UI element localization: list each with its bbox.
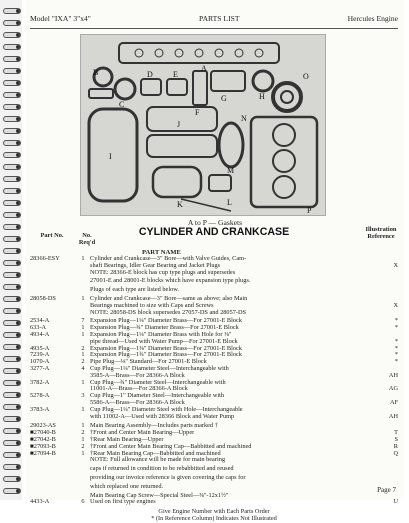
binding-hole (16, 129, 20, 133)
label-p: P (307, 206, 312, 215)
label-h: H (259, 92, 265, 101)
part-number (30, 263, 76, 270)
table-row (30, 296, 398, 303)
engine-label: Hercules Engine (347, 14, 398, 23)
binding-hole (16, 33, 20, 37)
illustration-ref: R (393, 442, 398, 450)
part-number: 28058-DS (30, 294, 56, 302)
illustration-ref: * (394, 358, 398, 366)
illustration-ref: S (394, 435, 398, 443)
part-number (30, 414, 76, 421)
label-j: J (177, 120, 181, 129)
col-part-no: Part No. (40, 232, 64, 239)
part-description: Pipe Plug—⅛" Standard—For 27001-E Block (90, 358, 207, 366)
binding-hole (16, 189, 20, 193)
binding-hole (16, 405, 20, 409)
quantity: 3 (81, 392, 85, 400)
part-number (30, 303, 76, 310)
part-description: 3585-A—Brass—For 28366-A Block (90, 371, 185, 379)
label-a: A (201, 64, 207, 73)
note-line: 27001-E and 28001-E blocks which have expansion type plugs. (90, 277, 251, 285)
illustration-ref: * (394, 344, 398, 352)
label-f: F (195, 108, 200, 117)
quantity: 1 (81, 422, 85, 430)
table-row (30, 493, 398, 500)
part-description: Bearings machined to size with Caps and Screws (90, 301, 214, 309)
part-number: 633-A (30, 324, 47, 332)
part-description: Cylinder and Crankcase—3" Bore—same as above; also Main (90, 294, 248, 302)
illustration-ref: AH (388, 371, 398, 379)
section-title: CYLINDER AND CRANKCASE (138, 226, 290, 238)
parts-table (30, 256, 398, 523)
quantity: 1 (81, 405, 85, 413)
binding-hole (16, 345, 20, 349)
quantity: 2 (81, 344, 85, 352)
binding-hole (16, 213, 20, 217)
part-number: ■27094-B (30, 449, 56, 457)
quantity: 1 (81, 449, 85, 457)
binding-hole (16, 201, 20, 205)
note-line: caps if returned in condition to be rebabbitted and reused (90, 465, 234, 473)
part-number: 3277-A (30, 364, 50, 372)
part-description: Used on first type engines (90, 498, 156, 506)
binding-hole (16, 441, 20, 445)
binding-hole (16, 21, 20, 25)
illustration-ref: T (394, 429, 398, 437)
quantity (76, 303, 90, 310)
quantity: 4 (81, 364, 85, 372)
binding-hole (16, 465, 20, 469)
part-description: Main Bearing Assembly—Includes parts marked † (90, 422, 218, 430)
quantity: 1 (81, 351, 85, 359)
label-c: C (119, 100, 125, 109)
table-row (30, 380, 398, 387)
part-number: 7239-A (30, 351, 50, 359)
parts-list-title: PARTS LIST (199, 14, 240, 23)
part-description: shaft Bearings, Idler Gear Bearing and Jacket Plugs (90, 261, 221, 269)
note-line: NOTE: 28058-DS block supersedes 27057-DS and 28057-DS (90, 308, 247, 316)
page-header (30, 14, 398, 29)
binding-hole (16, 57, 20, 61)
illustration-ref: Q (393, 449, 398, 457)
quantity: 7 (81, 317, 85, 325)
label-d: D (147, 70, 153, 79)
part-description: †Front and Center Main Bearing Cap—Babbitted and machined (90, 442, 252, 450)
note-line: NOTE: 28366-E block has cup type plugs and supersedes (90, 268, 236, 276)
part-description: Expansion Plug—1¼" Diameter Brass with Hole for ⅜" (90, 330, 232, 338)
part-number: 4433-A (30, 498, 50, 506)
part-description: with 11002-A—Used with 28366 Block and Water Pump (90, 412, 235, 420)
manual-page (26, 0, 404, 522)
binding-hole (16, 249, 20, 253)
binding-hole (16, 237, 20, 241)
binding-hole (16, 357, 20, 361)
part-number: ■27040-B (30, 429, 56, 437)
binding-hole (16, 117, 20, 121)
part-description: Expansion Plug—1¾" Diameter Brass—For 27001-E Block (90, 351, 242, 359)
part-number: 3783-A (30, 405, 50, 413)
illustration-ref: AG (388, 385, 398, 393)
col-illustration-ref: Illustration Reference (365, 226, 397, 240)
part-number: 5278-A (30, 392, 50, 400)
part-description: 5586-A—Brass—For 28366-A Block (90, 398, 185, 406)
table-row (30, 414, 398, 421)
quantity: 2 (81, 429, 85, 437)
footer-note: * (In Reference Column) Indicates Not Illustrated (151, 514, 277, 522)
binding-hole (16, 477, 20, 481)
part-number: 4935-A (30, 344, 50, 352)
part-description: Cup Plug—1" Diameter Steel—Interchangeable with (90, 392, 225, 400)
quantity: 1 (81, 435, 85, 443)
label-g: G (221, 94, 227, 103)
figure-caption: A to P — Gaskets (187, 218, 243, 227)
illustration-ref: * (394, 351, 398, 359)
part-description: †Front and Center Main Bearing—Upper (90, 429, 195, 437)
table-row (30, 430, 398, 437)
part-description: Cylinder and Crankcase—3" Bore—with Valve Guides, Cam- (90, 255, 247, 262)
part-description: Cup Plug—1¼" Diameter Steel with Hole—Interchangeable (90, 405, 243, 413)
illustration-ref: X (393, 261, 398, 269)
col-part-name: PART NAME (142, 249, 181, 256)
model-label: Model "IXA" 3"x4" (30, 14, 91, 23)
table-row (30, 499, 398, 506)
table-row (30, 423, 398, 430)
label-n: N (241, 114, 247, 123)
binding-hole (16, 285, 20, 289)
part-description: pipe thread—Used with Water Pump—For 27001-E Block (90, 337, 238, 345)
spiral-binding (0, 0, 22, 500)
binding-hole (16, 417, 20, 421)
part-number: 28366-ESY (30, 255, 60, 262)
part-number: 29023-AS (30, 422, 56, 430)
binding-hole (16, 165, 20, 169)
label-l: L (227, 198, 232, 207)
illustration-ref: * (394, 317, 398, 325)
quantity (76, 263, 90, 270)
binding-hole (16, 141, 20, 145)
part-number: 3782-A (30, 378, 50, 386)
binding-hole (16, 489, 20, 493)
part-description: 11001-A—Brass—For 28366-A Block (90, 385, 188, 393)
note-line: NOTE: Full allowance will be made for main bearing (90, 456, 225, 464)
binding-hole (16, 153, 20, 157)
quantity (76, 414, 90, 421)
quantity: 1 (81, 324, 85, 332)
binding-hole (16, 225, 20, 229)
note-line: providing our invoice reference is given covering the caps for (90, 473, 246, 481)
binding-hole (16, 45, 20, 49)
binding-hole (16, 273, 20, 277)
gasket-illustration (80, 34, 326, 216)
illustration-ref: AF (389, 398, 398, 406)
table-header (30, 226, 398, 256)
quantity: 6 (81, 498, 85, 506)
gasket-drawing (81, 35, 325, 215)
note-line: Plugs of each type are listed below. (90, 286, 179, 294)
part-description: †Rear Main Bearing—Upper (90, 435, 164, 443)
part-description: Expansion Plug—1⅜" Diameter Brass—For 27001-E Block (90, 344, 242, 352)
binding-hole (16, 333, 20, 337)
quantity: 1 (81, 378, 85, 386)
part-number: 1070-A (30, 358, 50, 366)
part-number: ■27042-B (30, 435, 56, 443)
binding-hole (16, 321, 20, 325)
illustration-ref: U (393, 498, 398, 506)
quantity: 1 (81, 255, 85, 262)
label-m: M (227, 166, 235, 175)
binding-hole (16, 81, 20, 85)
quantity: 1 (81, 294, 85, 302)
col-no-reqd: No. Req'd (78, 232, 96, 246)
page-number: Page 7 (377, 486, 396, 494)
quantity: 2 (81, 442, 85, 450)
part-description: Main Bearing Cap Screw—Special Steel—⅜"-12x1½" (90, 491, 229, 499)
binding-hole (16, 429, 20, 433)
table-row (30, 393, 398, 400)
binding-hole (16, 261, 20, 265)
label-e: E (173, 70, 178, 79)
binding-hole (16, 69, 20, 73)
illustration-ref: AH (388, 412, 398, 420)
label-b: B (93, 68, 99, 77)
label-i: I (109, 152, 112, 161)
part-number: 2534-A (30, 317, 50, 325)
label-o: O (303, 72, 309, 81)
table-row (30, 352, 398, 359)
binding-hole (16, 453, 20, 457)
binding-hole (16, 309, 20, 313)
part-description: Expansion Plug—1¼" Diameter Brass—For 27001-E Block (90, 317, 242, 325)
part-number: 4934-A (30, 330, 50, 338)
quantity: 2 (81, 358, 85, 366)
binding-hole (16, 177, 20, 181)
part-description: †Rear Main Bearing Cap—Babbitted and machined (90, 449, 221, 457)
quantity: 1 (81, 330, 85, 338)
binding-hole (16, 381, 20, 385)
binding-hole (16, 105, 20, 109)
table-row (30, 366, 398, 373)
illustration-ref: * (394, 337, 398, 345)
part-description: Cup Plug—1¼" Diameter Steel—Interchangeable with (90, 364, 229, 372)
footer-note: Give Engine Number with Each Parts Order (158, 508, 270, 516)
note-line: which replaced one returned. (90, 482, 164, 490)
binding-hole (16, 9, 20, 13)
part-description: Cup Plug—¾" Diameter Steel—Interchangeable with (90, 378, 226, 386)
label-k: K (177, 200, 183, 209)
illustration-ref: X (393, 301, 398, 309)
part-number: ■27093-B (30, 442, 56, 450)
illustration-ref: * (394, 324, 398, 332)
binding-hole (16, 297, 20, 301)
binding-hole (16, 93, 20, 97)
part-description: Expansion Plug—¾" Diameter Brass—For 27001-E Block (90, 324, 239, 332)
binding-hole (16, 393, 20, 397)
binding-hole (16, 369, 20, 373)
